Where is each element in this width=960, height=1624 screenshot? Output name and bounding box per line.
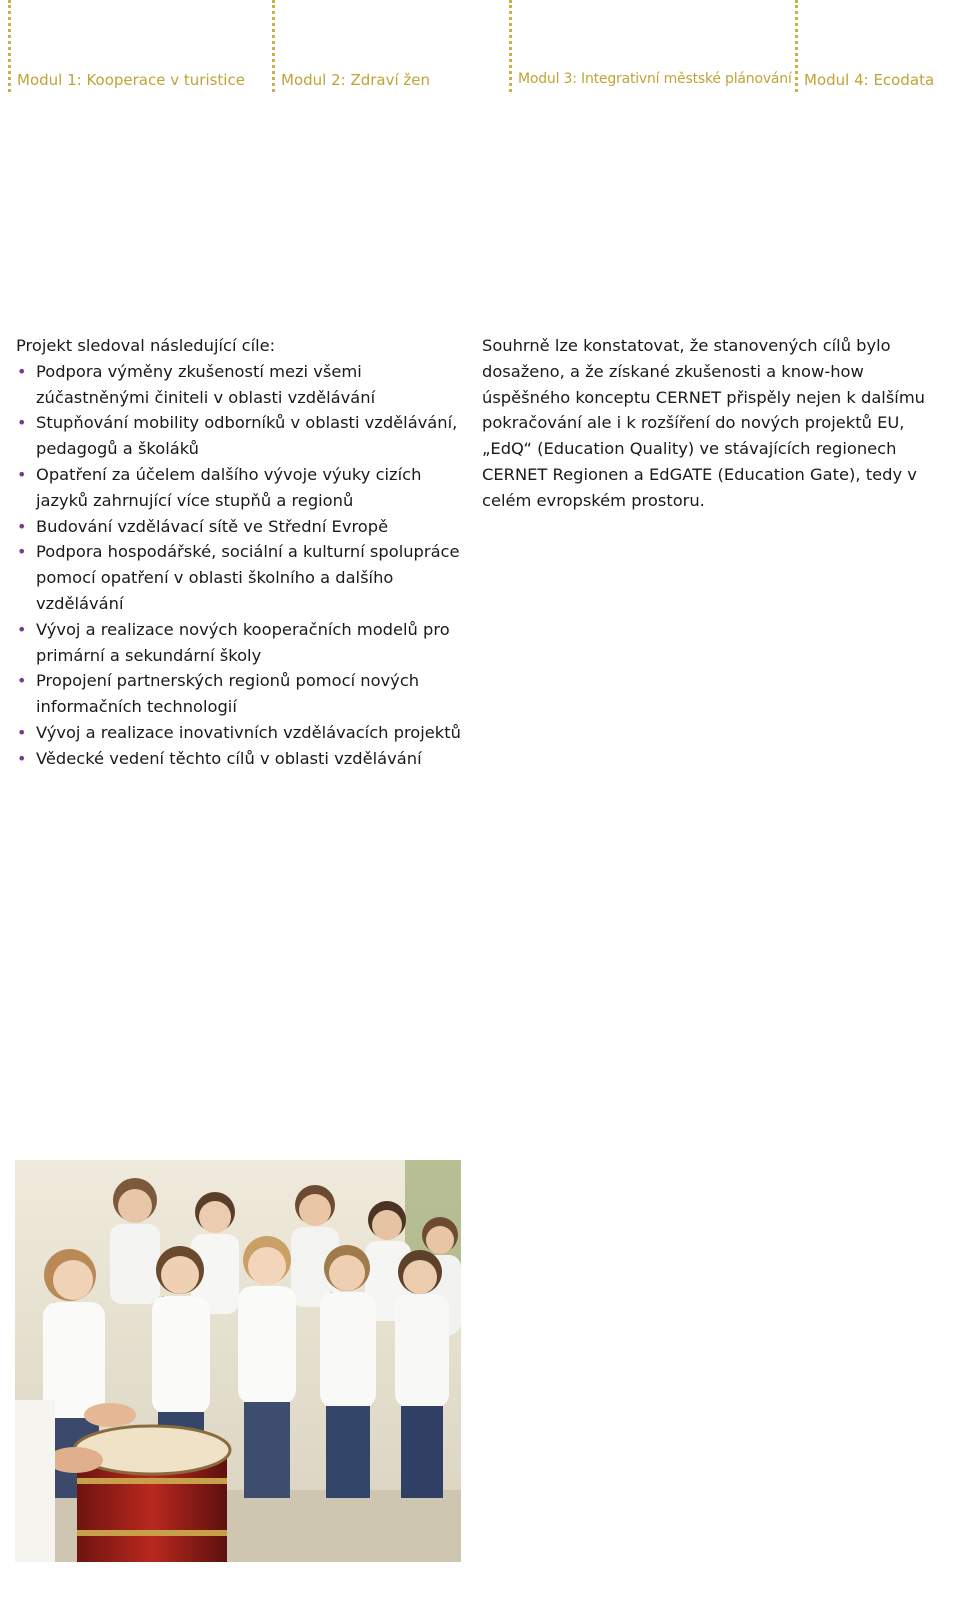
goal-item — [16, 539, 461, 616]
goal-item — [16, 746, 461, 772]
goal-text: Vývoj a realizace nových kooperačních modelů pro primární a sekundární školy — [36, 619, 450, 665]
goal-item — [16, 514, 461, 540]
goal-item — [16, 359, 461, 411]
photo-illustration — [15, 1160, 461, 1562]
goal-text: Propojení partnerských regionů pomocí nových informačních technologií — [36, 671, 420, 717]
module-3-tab[interactable] — [509, 0, 792, 92]
goal-item — [16, 720, 461, 746]
goal-item — [16, 410, 461, 462]
goal-item — [16, 462, 461, 514]
goals-list — [16, 359, 461, 772]
module-4-tab[interactable] — [795, 0, 935, 92]
goal-text: Budování vzdělávací sítě ve Střední Evropě — [36, 516, 389, 536]
bullet-icon: • — [17, 413, 27, 433]
goal-item — [16, 668, 461, 720]
bullet-icon: • — [17, 361, 27, 381]
children-choir-photo — [15, 1160, 461, 1562]
module-navigation — [0, 0, 960, 100]
goal-text: Podpora výměny zkušeností mezi všemi zúčastněnými činiteli v oblasti vzdělávání — [36, 361, 376, 407]
module-2-tab[interactable] — [272, 0, 431, 92]
bullet-icon: • — [17, 671, 27, 691]
goal-text: Vývoj a realizace inovativních vzdělávacích projektů — [36, 722, 461, 742]
module-2-label: Modul 2: Zdraví žen — [281, 71, 431, 89]
goal-text: Opatření za účelem dalšího vývoje výuky cizích jazyků zahrnující více stupňů a regionů — [36, 464, 422, 510]
bullet-icon: • — [17, 464, 27, 484]
bullet-icon: • — [17, 748, 27, 768]
bullet-icon: • — [17, 619, 27, 639]
bullet-icon: • — [17, 516, 27, 536]
goal-item — [16, 617, 461, 669]
goal-text: Stupňování mobility odborníků v oblasti vzdělávání, pedagogů a školáků — [36, 413, 458, 459]
module-4-label: Modul 4: Ecodata — [804, 71, 935, 89]
bullet-icon: • — [17, 542, 27, 562]
goal-text: Podpora hospodářské, sociální a kulturní spolupráce pomocí opatření v oblasti školního a dalšího vzdělávání — [36, 542, 460, 613]
project-goals-section — [16, 333, 461, 772]
project-summary: Souhrně lze konstatovat, že stanovených cílů bylo dosaženo, a že získané zkušenosti a know-how úspěšného konceptu CERNET přispěly nejen k dalšímu pokračování ale i k rozšíření do nových projektů EU, „EdQ“ (Education Quality) ve stávajících regionech CERNET Regionen a EdGATE (Education Gate), tedy v celém evropském prostoru. — [482, 336, 926, 510]
bullet-icon: • — [17, 722, 27, 742]
module-1-tab[interactable] — [8, 0, 245, 92]
module-1-label: Modul 1: Kooperace v turistice — [17, 71, 245, 89]
module-3-label: Modul 3: Integrativní městské plánování — [518, 71, 792, 87]
goals-intro: Projekt sledoval následující cíle: — [16, 336, 276, 355]
goal-text: Vědecké vedení těchto cílů v oblasti vzdělávání — [36, 748, 422, 768]
conga-drum — [74, 1426, 230, 1562]
